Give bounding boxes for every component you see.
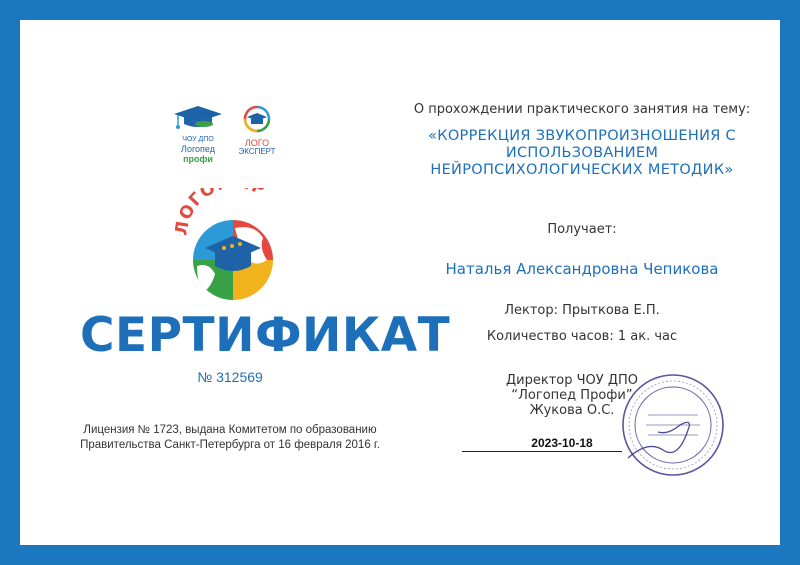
signature-line bbox=[462, 451, 622, 452]
graduation-cap-icon bbox=[170, 102, 226, 132]
logoped-line2: Логопед bbox=[181, 144, 215, 154]
issue-date: 2023-10-18 bbox=[531, 436, 593, 450]
lecturer-text: Лектор: Прыткова Е.П. bbox=[504, 303, 660, 318]
director-name: Жукова О.С. bbox=[529, 403, 615, 418]
topic-line3: НЕЙРОПСИХОЛОГИЧЕСКИХ МЕТОДИК» bbox=[430, 162, 734, 178]
recipient-name: Наталья Александровна Чепикова bbox=[445, 260, 719, 278]
stamp-seal-icon bbox=[618, 370, 728, 480]
logoped-line1: ЧОУ ДПО bbox=[182, 136, 214, 143]
organization-name: “Логопед Профи” bbox=[511, 388, 633, 403]
license-line2: Правительства Санкт-Петербурга от 16 февраля 2016 г. bbox=[80, 439, 380, 451]
hours-text: Количество часов: 1 ак. час bbox=[486, 329, 678, 344]
certificate-sheet bbox=[20, 20, 780, 545]
course-topic bbox=[392, 128, 772, 179]
globe-cap-icon bbox=[232, 104, 282, 134]
logo-expert-logo bbox=[232, 104, 282, 160]
license-text bbox=[40, 423, 420, 453]
logomir-text: ОГО Р bbox=[175, 188, 270, 224]
logoped-profi-logo bbox=[170, 102, 226, 164]
logomir-globe-icon bbox=[175, 188, 290, 303]
official-stamp bbox=[618, 370, 728, 480]
certificate-title: СЕРТИФИКАТ bbox=[80, 308, 451, 363]
topic-line1: «КОРРЕКЦИЯ ЗВУКОПРОИЗНОШЕНИЯ С bbox=[428, 128, 736, 144]
license-line1: Лицензия № 1723, выдана Комитетом по образованию bbox=[83, 424, 377, 436]
director-title: Директор ЧОУ ДПО bbox=[506, 373, 638, 388]
topic-line2: ИСПОЛЬЗОВАНИЕМ bbox=[505, 145, 659, 161]
intro-text: О прохождении практического занятия на тему: bbox=[413, 102, 751, 117]
logomir-logo bbox=[175, 188, 290, 303]
expert-line2: ЭКСПЕРТ bbox=[238, 147, 276, 156]
receives-label: Получает: bbox=[547, 222, 617, 237]
expert-line1: ЛОГО bbox=[244, 138, 270, 148]
logoped-line3: профи bbox=[183, 154, 213, 164]
certificate-number: № 312569 bbox=[197, 369, 263, 385]
